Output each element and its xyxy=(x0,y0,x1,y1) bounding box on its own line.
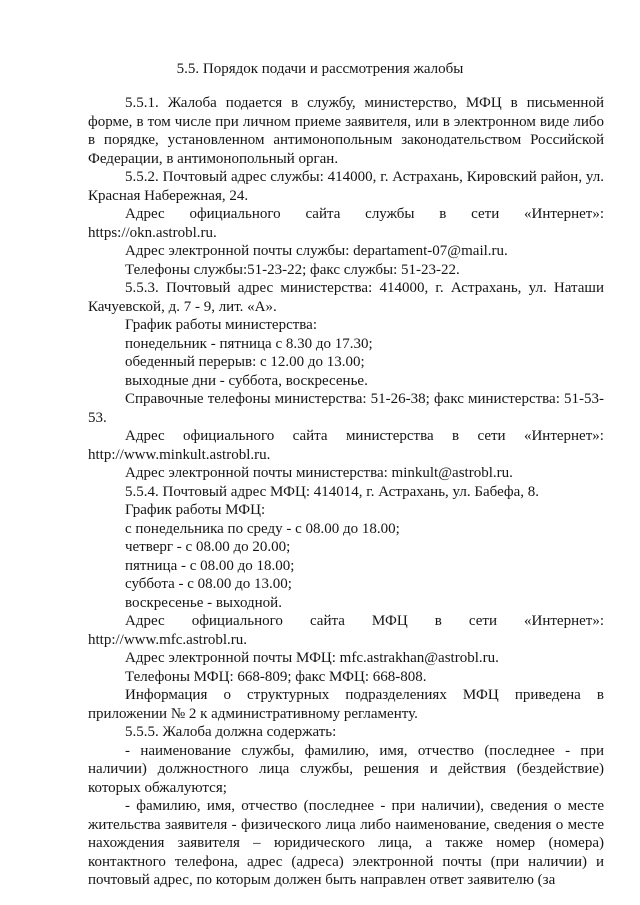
text-line: пятница - с 08.00 до 18.00; xyxy=(125,557,295,574)
text-line: График работы министерства: xyxy=(125,317,318,333)
word: в xyxy=(452,428,460,444)
word: сайта xyxy=(309,613,345,629)
paragraph: Информация о структурных подразделениях МФЦ приведена в приложении № 2 к административному регламенту. xyxy=(88,687,604,722)
word: Адрес xyxy=(125,206,165,222)
word: службы xyxy=(365,206,415,222)
website-url: http://www.minkult.astrobl.ru. xyxy=(88,446,271,463)
word: сайта xyxy=(305,206,341,222)
word: официального xyxy=(189,206,281,222)
text-line: понедельник - пятница с 8.30 до 17.30; xyxy=(125,335,373,352)
word: официального xyxy=(183,428,275,444)
paragraph: - наименование службы, фамилию, имя, отчество (последнее - при наличии) должностного лица службы, решения и действия (бездействие) которых обжалуются; xyxy=(88,742,604,796)
text-line: 5.5.5. Жалоба должна содержать: xyxy=(125,724,337,740)
text-line: выходные дни - суббота, воскресенье. xyxy=(125,372,368,389)
text-line: Адрес электронной почты службы: departament-07@mail.ru. xyxy=(125,243,508,259)
word: «Интернет»: xyxy=(523,428,604,444)
word: Адрес xyxy=(125,613,165,629)
word: сети xyxy=(468,613,497,629)
paragraph: 5.5.3. Почтовый адрес министерства: 414000, г. Астрахань, ул. Наташи Качуевской, д. 7 - 9, лит. «А». xyxy=(88,280,604,315)
word: сети xyxy=(471,206,500,222)
word: в xyxy=(434,613,442,629)
text-line: Адрес электронной почты МФЦ: mfc.astrakhan@astrobl.ru. xyxy=(125,650,499,666)
word: МФЦ xyxy=(371,613,408,629)
text-line: с понедельника по среду - с 08.00 до 18.00; xyxy=(125,520,400,537)
website-url: https://okn.astrobl.ru. xyxy=(88,224,217,241)
word: официального xyxy=(191,613,283,629)
text-line: 5.5.4. Почтовый адрес МФЦ: 414014, г. Астрахань, ул. Бабефа, 8. xyxy=(125,483,540,500)
website-url: http://www.mfc.astrobl.ru. xyxy=(88,631,248,648)
text-line: суббота - с 08.00 до 13.00; xyxy=(125,576,292,592)
website-line xyxy=(88,427,604,446)
section-heading: 5.5. Порядок подачи и рассмотрения жалобы xyxy=(176,61,464,77)
paragraph: - фамилию, имя, отчество (последнее - при наличии), сведения о месте жительства заявителя - физического лица либо наименование, сведения о месте нахождения заявителя – юридического лица, а также номер (номера) контактного телефона, адрес (адреса) электронной почты (при наличии) и почтовый адрес, по которым должен быть направлен ответ заявителю (за xyxy=(88,798,604,888)
paragraph: 5.5.2. Почтовый адрес службы: 414000, г. Астрахань, Кировский район, ул. Красная Набережная, 24. xyxy=(88,169,604,204)
word: сети xyxy=(477,428,506,444)
text-line: Адрес электронной почты министерства: minkult@astrobl.ru. xyxy=(125,465,513,481)
text-line: Телефоны службы:51-23-22; факс службы: 51-23-22. xyxy=(125,261,460,278)
paragraph: Справочные телефоны министерства: 51-26-38; факс министерства: 51-53-53. xyxy=(88,391,604,426)
word: «Интернет»: xyxy=(524,613,604,629)
website-line xyxy=(88,612,604,631)
text-line: четверг - с 08.00 до 20.00; xyxy=(125,539,291,555)
word: в xyxy=(439,206,447,222)
text-line: обеденный перерыв: с 12.00 до 13.00; xyxy=(125,354,365,370)
text-line: воскресенье - выходной. xyxy=(125,594,282,611)
text-line: Телефоны МФЦ: 668-809; факс МФЦ: 668-808. xyxy=(125,668,427,685)
word: Адрес xyxy=(125,428,165,444)
website-line xyxy=(88,205,604,224)
word: сайта xyxy=(292,428,328,444)
document-body xyxy=(88,94,604,890)
word: «Интернет»: xyxy=(524,206,604,222)
paragraph: 5.5.1. Жалоба подается в службу, министерство, МФЦ в письменной форме, в том числе при личном приеме заявителя, или в электронном виде либо в порядке, установленном антимонопольным законодательством Российской Федерации, в антимонопольный орган. xyxy=(88,95,604,167)
word: министерства xyxy=(345,428,434,444)
text-line: График работы МФЦ: xyxy=(125,502,266,518)
